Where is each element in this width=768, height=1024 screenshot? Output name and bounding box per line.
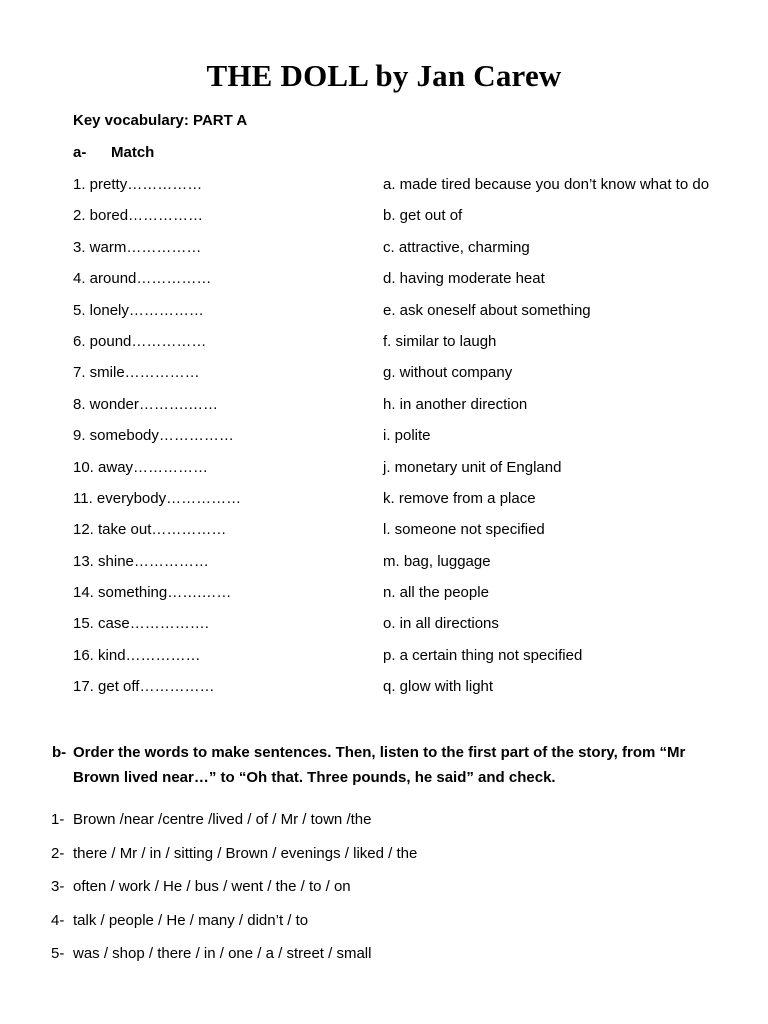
match-definition: k. remove from a place [383,489,536,507]
match-definition: c. attractive, charming [383,238,530,256]
match-row [73,363,753,394]
match-definition: q. glow with light [383,678,494,696]
scrambled-words: there / Mr / in / sitting / Brown / evenings / liked / the [73,844,418,862]
match-definition: o. in all directions [383,615,499,633]
match-row [73,175,753,206]
scrambled-words: Brown /near /centre /lived / of / Mr / town /the [73,811,372,828]
match-row [73,677,753,708]
match-row [73,458,753,489]
match-word: 5. lonely…………… [73,301,204,319]
match-row [73,238,753,269]
item-number: 2- [51,844,65,862]
match-row [73,614,753,645]
match-word: 16. kind…………… [73,646,201,664]
part-b-line-1: Order the words to make sentences. Then, listen to the first part of the story, from “Mr [73,744,686,761]
match-definition: g. without company [383,364,513,382]
page-title: THE DOLL by Jan Carew [206,58,562,93]
item-number: 3- [51,878,65,895]
match-word: 11. everybody…………… [73,489,242,507]
match-list [73,175,753,709]
part-b-letter: b- [52,744,67,761]
list-item [51,877,731,911]
match-row [73,552,753,583]
part-a-letter: a- [73,144,87,161]
part-b-instructions [52,740,732,790]
part-a-heading [73,144,154,161]
scrambled-words: often / work / He / bus / went / the / to / on [73,878,351,895]
item-number: 1- [51,811,65,828]
key-vocabulary-heading: Key vocabulary: PART A [73,112,248,129]
match-row [73,395,753,426]
item-number: 4- [51,911,65,929]
match-word: 8. wonder……….…… [73,395,219,413]
match-definition: h. in another direction [383,395,528,413]
match-word: 10. away…………… [73,458,209,476]
match-row [73,646,753,677]
match-definition: j. monetary unit of England [383,458,562,476]
list-item [51,944,731,978]
match-word: 13. shine…………… [73,552,209,570]
match-definition: a. made tired because you don’t know what to do [383,176,710,193]
match-word: 6. pound…………… [73,332,207,350]
match-definition: m. bag, luggage [383,552,491,570]
match-word: 3. warm…………… [73,238,202,256]
part-a-label: Match [111,144,155,161]
match-row [73,332,753,363]
match-definition: d. having moderate heat [383,270,545,288]
match-word: 9. somebody…………… [73,427,234,445]
match-definition: n. all the people [383,584,489,602]
order-words-list [51,810,731,978]
match-definition: l. someone not specified [383,521,545,539]
match-row [73,206,753,237]
match-definition: p. a certain thing not specified [383,646,583,664]
list-item [51,810,731,844]
match-word: 12. take out…………… [73,521,227,539]
scrambled-words: was / shop / there / in / one / a / street / small [73,945,372,962]
match-row [73,489,753,520]
match-word: 17. get off…………… [73,678,215,696]
match-word: 4. around…………… [73,270,212,288]
match-word: 15. case……………. [73,615,209,633]
item-number: 5- [51,945,65,962]
match-definition: e. ask oneself about something [383,301,591,319]
match-word: 2. bored…………… [73,207,204,225]
match-definition: i. polite [383,427,431,445]
match-row [73,426,753,457]
list-item [51,911,731,945]
match-definition: b. get out of [383,207,463,225]
match-row [73,269,753,300]
match-row [73,520,753,551]
scrambled-words: talk / people / He / many / didn’t / to [73,911,309,929]
list-item [51,844,731,878]
match-word: 14. something…….…… [73,584,232,602]
match-row [73,583,753,614]
match-definition: f. similar to laugh [383,332,497,350]
match-row [73,301,753,332]
match-word: 1. pretty…………… [73,176,203,193]
part-b-line-2: Brown lived near…” to “Oh that. Three pounds, he said” and check. [73,769,556,786]
match-word: 7. smile…………… [73,364,200,382]
